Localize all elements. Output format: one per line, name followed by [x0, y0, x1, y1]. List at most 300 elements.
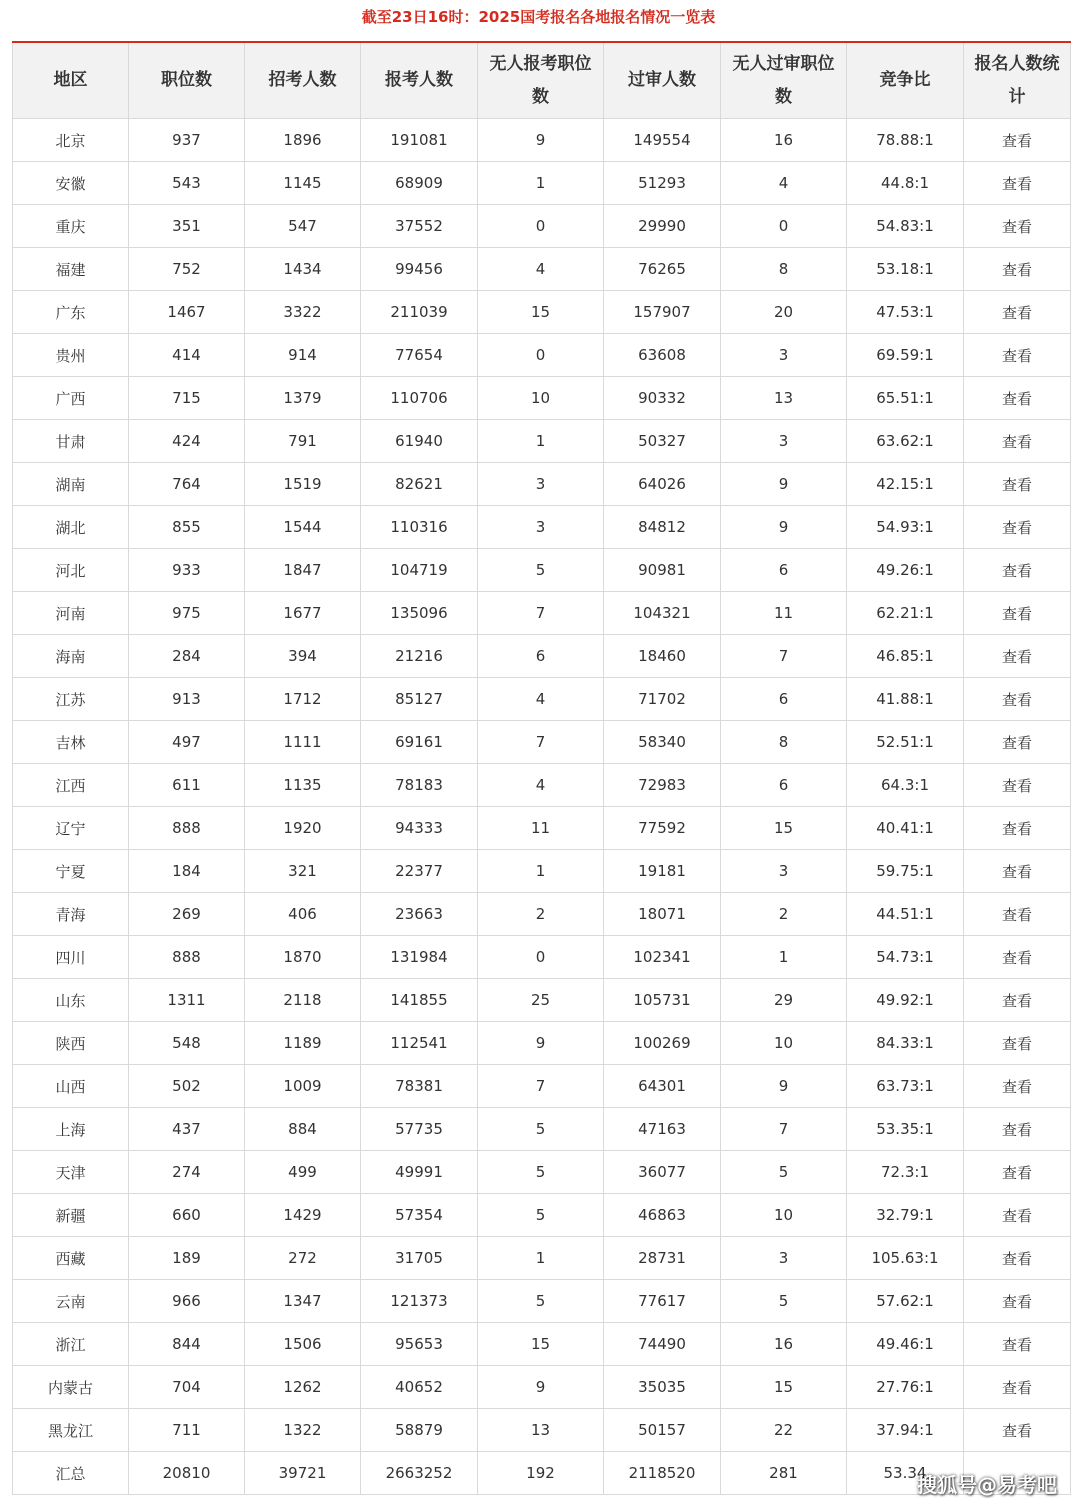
cell-recruits: 1870 — [245, 936, 361, 979]
table-row — [13, 248, 1071, 291]
cell-region: 河南 — [13, 592, 129, 635]
cell-positions: 660 — [129, 1194, 245, 1237]
table-row — [13, 1108, 1071, 1151]
cell-applicants: 21216 — [361, 635, 478, 678]
cell-no-applicant-positions: 1 — [478, 420, 604, 463]
header-recruits: 招考人数 — [245, 42, 361, 119]
table-row — [13, 1323, 1071, 1366]
table-row — [13, 334, 1071, 377]
cell-view-link[interactable]: 查看 — [964, 334, 1071, 377]
cell-positions: 189 — [129, 1237, 245, 1280]
cell-positions: 424 — [129, 420, 245, 463]
cell-view-link[interactable]: 查看 — [964, 850, 1071, 893]
cell-recruits: 914 — [245, 334, 361, 377]
cell-no-approved-positions: 5 — [721, 1151, 847, 1194]
cell-view-link[interactable]: 查看 — [964, 1151, 1071, 1194]
cell-view-link[interactable]: 查看 — [964, 506, 1071, 549]
table-row — [13, 1194, 1071, 1237]
cell-applicants: 78183 — [361, 764, 478, 807]
cell-competition-ratio: 78.88:1 — [847, 119, 964, 162]
cell-approved: 72983 — [604, 764, 721, 807]
cell-applicants: 85127 — [361, 678, 478, 721]
cell-region: 福建 — [13, 248, 129, 291]
cell-recruits: 1347 — [245, 1280, 361, 1323]
cell-applicants: 31705 — [361, 1237, 478, 1280]
cell-no-approved-positions: 5 — [721, 1280, 847, 1323]
table-row — [13, 592, 1071, 635]
cell-approved: 50327 — [604, 420, 721, 463]
cell-recruits: 1506 — [245, 1323, 361, 1366]
cell-view-link[interactable]: 查看 — [964, 807, 1071, 850]
watermark: 搜狐号@易考吧 — [917, 1473, 1057, 1497]
cell-positions: 548 — [129, 1022, 245, 1065]
cell-no-approved-positions: 3 — [721, 1237, 847, 1280]
header-stats: 报名人数统计 — [964, 42, 1071, 119]
cell-competition-ratio: 63.62:1 — [847, 420, 964, 463]
cell-no-applicant-positions: 7 — [478, 1065, 604, 1108]
table-row — [13, 850, 1071, 893]
cell-approved: 64026 — [604, 463, 721, 506]
cell-view-link[interactable]: 查看 — [964, 1022, 1071, 1065]
cell-positions: 711 — [129, 1409, 245, 1452]
cell-positions: 764 — [129, 463, 245, 506]
cell-recruits: 321 — [245, 850, 361, 893]
cell-applicants: 22377 — [361, 850, 478, 893]
cell-recruits: 791 — [245, 420, 361, 463]
cell-view-link[interactable]: 查看 — [964, 119, 1071, 162]
cell-region: 河北 — [13, 549, 129, 592]
table-row — [13, 549, 1071, 592]
cell-competition-ratio: 49.26:1 — [847, 549, 964, 592]
cell-region: 贵州 — [13, 334, 129, 377]
cell-competition-ratio: 57.62:1 — [847, 1280, 964, 1323]
table-row — [13, 205, 1071, 248]
cell-positions: 888 — [129, 807, 245, 850]
cell-no-applicant-positions: 13 — [478, 1409, 604, 1452]
cell-competition-ratio: 64.3:1 — [847, 764, 964, 807]
cell-no-applicant-positions: 1 — [478, 162, 604, 205]
cell-applicants: 57735 — [361, 1108, 478, 1151]
table-row — [13, 1280, 1071, 1323]
cell-no-approved-positions: 9 — [721, 463, 847, 506]
cell-competition-ratio: 44.8:1 — [847, 162, 964, 205]
cell-positions: 611 — [129, 764, 245, 807]
cell-no-approved-positions: 0 — [721, 205, 847, 248]
cell-positions: 1311 — [129, 979, 245, 1022]
table-row — [13, 119, 1071, 162]
cell-competition-ratio: 62.21:1 — [847, 592, 964, 635]
page-title: 截至23日16时：2025国考报名各地报名情况一览表 — [361, 8, 716, 26]
cell-competition-ratio: 54.73:1 — [847, 936, 964, 979]
cell-positions: 414 — [129, 334, 245, 377]
cell-approved: 74490 — [604, 1323, 721, 1366]
cell-no-applicant-positions: 9 — [478, 1366, 604, 1409]
cell-view-link[interactable]: 查看 — [964, 1366, 1071, 1409]
cell-view-link[interactable]: 查看 — [964, 678, 1071, 721]
table-row — [13, 807, 1071, 850]
cell-applicants: 110316 — [361, 506, 478, 549]
cell-view-link[interactable]: 查看 — [964, 162, 1071, 205]
cell-recruits: 1519 — [245, 463, 361, 506]
cell-competition-ratio: 52.51:1 — [847, 721, 964, 764]
cell-no-approved-positions: 20 — [721, 291, 847, 334]
cell-approved: 77617 — [604, 1280, 721, 1323]
cell-view-link[interactable]: 查看 — [964, 549, 1071, 592]
cell-no-applicant-positions: 7 — [478, 721, 604, 764]
cell-positions: 752 — [129, 248, 245, 291]
cell-no-applicant-positions: 1 — [478, 1237, 604, 1280]
cell-applicants: 49991 — [361, 1151, 478, 1194]
cell-no-applicant-positions: 5 — [478, 1280, 604, 1323]
cell-positions: 715 — [129, 377, 245, 420]
cell-no-approved-positions: 6 — [721, 549, 847, 592]
cell-no-approved-positions: 7 — [721, 1108, 847, 1151]
cell-approved: 157907 — [604, 291, 721, 334]
cell-recruits: 1677 — [245, 592, 361, 635]
cell-region: 重庆 — [13, 205, 129, 248]
cell-view-link[interactable]: 查看 — [964, 764, 1071, 807]
cell-region: 西藏 — [13, 1237, 129, 1280]
cell-approved: 77592 — [604, 807, 721, 850]
cell-no-approved-positions: 15 — [721, 807, 847, 850]
cell-no-approved-positions: 3 — [721, 334, 847, 377]
cell-positions: 913 — [129, 678, 245, 721]
cell-approved: 47163 — [604, 1108, 721, 1151]
total-cell-applicants: 2663252 — [361, 1452, 478, 1495]
cell-approved: 63608 — [604, 334, 721, 377]
cell-view-link[interactable]: 查看 — [964, 205, 1071, 248]
cell-no-applicant-positions: 0 — [478, 936, 604, 979]
cell-approved: 100269 — [604, 1022, 721, 1065]
cell-recruits: 272 — [245, 1237, 361, 1280]
cell-applicants: 82621 — [361, 463, 478, 506]
cell-positions: 437 — [129, 1108, 245, 1151]
cell-approved: 18071 — [604, 893, 721, 936]
cell-positions: 1467 — [129, 291, 245, 334]
cell-recruits: 1434 — [245, 248, 361, 291]
cell-applicants: 94333 — [361, 807, 478, 850]
cell-recruits: 3322 — [245, 291, 361, 334]
cell-competition-ratio: 49.92:1 — [847, 979, 964, 1022]
cell-applicants: 110706 — [361, 377, 478, 420]
cell-recruits: 1135 — [245, 764, 361, 807]
cell-positions: 184 — [129, 850, 245, 893]
total-cell-positions: 20810 — [129, 1452, 245, 1495]
cell-competition-ratio: 69.59:1 — [847, 334, 964, 377]
table-row — [13, 506, 1071, 549]
cell-region: 江西 — [13, 764, 129, 807]
cell-no-applicant-positions: 25 — [478, 979, 604, 1022]
cell-view-link[interactable]: 查看 — [964, 893, 1071, 936]
header-region: 地区 — [13, 42, 129, 119]
cell-region: 宁夏 — [13, 850, 129, 893]
total-row — [13, 1452, 1071, 1495]
cell-approved: 35035 — [604, 1366, 721, 1409]
cell-approved: 105731 — [604, 979, 721, 1022]
cell-no-approved-positions: 22 — [721, 1409, 847, 1452]
cell-competition-ratio: 47.53:1 — [847, 291, 964, 334]
cell-no-approved-positions: 29 — [721, 979, 847, 1022]
cell-positions: 855 — [129, 506, 245, 549]
cell-no-applicant-positions: 3 — [478, 506, 604, 549]
cell-recruits: 1009 — [245, 1065, 361, 1108]
cell-view-link[interactable]: 查看 — [964, 248, 1071, 291]
cell-view-link[interactable]: 查看 — [964, 1065, 1071, 1108]
cell-approved: 71702 — [604, 678, 721, 721]
cell-no-applicant-positions: 4 — [478, 764, 604, 807]
cell-applicants: 135096 — [361, 592, 478, 635]
cell-no-applicant-positions: 4 — [478, 678, 604, 721]
cell-competition-ratio: 54.93:1 — [847, 506, 964, 549]
cell-view-link[interactable]: 查看 — [964, 1108, 1071, 1151]
table-row — [13, 936, 1071, 979]
cell-region: 安徽 — [13, 162, 129, 205]
cell-no-approved-positions: 16 — [721, 1323, 847, 1366]
cell-applicants: 68909 — [361, 162, 478, 205]
header-applicants: 报考人数 — [361, 42, 478, 119]
cell-view-link[interactable]: 查看 — [964, 635, 1071, 678]
table-header-row — [13, 42, 1071, 119]
cell-competition-ratio: 105.63:1 — [847, 1237, 964, 1280]
cell-approved: 36077 — [604, 1151, 721, 1194]
cell-view-link[interactable]: 查看 — [964, 721, 1071, 764]
cell-applicants: 191081 — [361, 119, 478, 162]
cell-recruits: 1322 — [245, 1409, 361, 1452]
cell-region: 陕西 — [13, 1022, 129, 1065]
cell-no-approved-positions: 8 — [721, 721, 847, 764]
cell-no-applicant-positions: 9 — [478, 1022, 604, 1065]
cell-approved: 64301 — [604, 1065, 721, 1108]
cell-competition-ratio: 27.76:1 — [847, 1366, 964, 1409]
cell-competition-ratio: 53.35:1 — [847, 1108, 964, 1151]
cell-competition-ratio: 46.85:1 — [847, 635, 964, 678]
header-no-approved-positions: 无人过审职位数 — [721, 42, 847, 119]
cell-competition-ratio: 40.41:1 — [847, 807, 964, 850]
cell-recruits: 884 — [245, 1108, 361, 1151]
cell-no-approved-positions: 16 — [721, 119, 847, 162]
cell-view-link[interactable]: 查看 — [964, 1409, 1071, 1452]
cell-no-applicant-positions: 0 — [478, 205, 604, 248]
cell-applicants: 23663 — [361, 893, 478, 936]
header-positions: 职位数 — [129, 42, 245, 119]
cell-region: 江苏 — [13, 678, 129, 721]
cell-approved: 90981 — [604, 549, 721, 592]
cell-positions: 933 — [129, 549, 245, 592]
cell-approved: 149554 — [604, 119, 721, 162]
cell-view-link[interactable]: 查看 — [964, 291, 1071, 334]
cell-positions: 274 — [129, 1151, 245, 1194]
total-cell-no-applicant-positions: 192 — [478, 1452, 604, 1495]
cell-region: 湖北 — [13, 506, 129, 549]
cell-recruits: 1145 — [245, 162, 361, 205]
cell-positions: 502 — [129, 1065, 245, 1108]
table-row — [13, 291, 1071, 334]
cell-no-approved-positions: 3 — [721, 420, 847, 463]
cell-positions: 966 — [129, 1280, 245, 1323]
cell-recruits: 499 — [245, 1151, 361, 1194]
cell-approved: 46863 — [604, 1194, 721, 1237]
cell-no-applicant-positions: 5 — [478, 1108, 604, 1151]
cell-no-applicant-positions: 5 — [478, 1151, 604, 1194]
cell-view-link[interactable]: 查看 — [964, 592, 1071, 635]
cell-region: 山西 — [13, 1065, 129, 1108]
table-row — [13, 764, 1071, 807]
table-row — [13, 1409, 1071, 1452]
cell-recruits: 1544 — [245, 506, 361, 549]
cell-recruits: 1379 — [245, 377, 361, 420]
total-cell-no-approved-positions: 281 — [721, 1452, 847, 1495]
header-no-applicant-positions: 无人报考职位数 — [478, 42, 604, 119]
table-row — [13, 893, 1071, 936]
cell-no-applicant-positions: 3 — [478, 463, 604, 506]
cell-view-link[interactable]: 查看 — [964, 1194, 1071, 1237]
cell-positions: 351 — [129, 205, 245, 248]
cell-region: 云南 — [13, 1280, 129, 1323]
cell-view-link[interactable]: 查看 — [964, 1237, 1071, 1280]
cell-region: 海南 — [13, 635, 129, 678]
total-cell-competition-ratio: 53.34 — [847, 1452, 964, 1495]
cell-no-approved-positions: 11 — [721, 592, 847, 635]
cell-no-applicant-positions: 5 — [478, 549, 604, 592]
cell-positions: 497 — [129, 721, 245, 764]
cell-region: 天津 — [13, 1151, 129, 1194]
cell-no-applicant-positions: 10 — [478, 377, 604, 420]
cell-applicants: 37552 — [361, 205, 478, 248]
cell-region: 吉林 — [13, 721, 129, 764]
table-row — [13, 1065, 1071, 1108]
cell-competition-ratio: 59.75:1 — [847, 850, 964, 893]
cell-approved: 58340 — [604, 721, 721, 764]
cell-approved: 29990 — [604, 205, 721, 248]
cell-view-link[interactable]: 查看 — [964, 1280, 1071, 1323]
cell-no-approved-positions: 9 — [721, 506, 847, 549]
cell-competition-ratio: 54.83:1 — [847, 205, 964, 248]
cell-competition-ratio: 84.33:1 — [847, 1022, 964, 1065]
cell-recruits: 1920 — [245, 807, 361, 850]
cell-competition-ratio: 72.3:1 — [847, 1151, 964, 1194]
cell-no-approved-positions: 4 — [721, 162, 847, 205]
cell-no-approved-positions: 9 — [721, 1065, 847, 1108]
table-row — [13, 1237, 1071, 1280]
cell-applicants: 69161 — [361, 721, 478, 764]
table-row — [13, 1151, 1071, 1194]
cell-region: 四川 — [13, 936, 129, 979]
cell-recruits: 394 — [245, 635, 361, 678]
cell-competition-ratio: 32.79:1 — [847, 1194, 964, 1237]
cell-competition-ratio: 42.15:1 — [847, 463, 964, 506]
total-cell-region: 汇总 — [13, 1452, 129, 1495]
cell-competition-ratio: 41.88:1 — [847, 678, 964, 721]
cell-positions: 937 — [129, 119, 245, 162]
cell-competition-ratio: 44.51:1 — [847, 893, 964, 936]
cell-applicants: 57354 — [361, 1194, 478, 1237]
cell-region: 浙江 — [13, 1323, 129, 1366]
cell-recruits: 1189 — [245, 1022, 361, 1065]
table-row — [13, 1366, 1071, 1409]
table-row — [13, 1022, 1071, 1065]
cell-applicants: 61940 — [361, 420, 478, 463]
cell-approved: 104321 — [604, 592, 721, 635]
cell-view-link[interactable]: 查看 — [964, 1323, 1071, 1366]
cell-approved: 84812 — [604, 506, 721, 549]
cell-region: 新疆 — [13, 1194, 129, 1237]
cell-no-approved-positions: 6 — [721, 678, 847, 721]
cell-view-link[interactable]: 查看 — [964, 420, 1071, 463]
cell-no-applicant-positions: 5 — [478, 1194, 604, 1237]
cell-no-applicant-positions: 9 — [478, 119, 604, 162]
cell-positions: 269 — [129, 893, 245, 936]
cell-no-applicant-positions: 4 — [478, 248, 604, 291]
cell-no-approved-positions: 6 — [721, 764, 847, 807]
cell-positions: 844 — [129, 1323, 245, 1366]
table-row — [13, 635, 1071, 678]
cell-approved: 102341 — [604, 936, 721, 979]
cell-recruits: 2118 — [245, 979, 361, 1022]
cell-region: 广东 — [13, 291, 129, 334]
cell-applicants: 112541 — [361, 1022, 478, 1065]
cell-recruits: 1847 — [245, 549, 361, 592]
cell-no-approved-positions: 3 — [721, 850, 847, 893]
cell-positions: 975 — [129, 592, 245, 635]
cell-competition-ratio: 37.94:1 — [847, 1409, 964, 1452]
total-cell-recruits: 39721 — [245, 1452, 361, 1495]
cell-no-applicant-positions: 2 — [478, 893, 604, 936]
cell-recruits: 406 — [245, 893, 361, 936]
table-row — [13, 979, 1071, 1022]
cell-applicants: 58879 — [361, 1409, 478, 1452]
table-row — [13, 420, 1071, 463]
cell-no-approved-positions: 15 — [721, 1366, 847, 1409]
cell-approved: 76265 — [604, 248, 721, 291]
cell-no-applicant-positions: 1 — [478, 850, 604, 893]
cell-no-approved-positions: 8 — [721, 248, 847, 291]
cell-region: 广西 — [13, 377, 129, 420]
cell-applicants: 99456 — [361, 248, 478, 291]
table-row — [13, 162, 1071, 205]
cell-positions: 284 — [129, 635, 245, 678]
cell-no-applicant-positions: 15 — [478, 291, 604, 334]
cell-view-link[interactable]: 查看 — [964, 377, 1071, 420]
cell-view-link[interactable]: 查看 — [964, 463, 1071, 506]
cell-view-link[interactable]: 查看 — [964, 936, 1071, 979]
cell-region: 北京 — [13, 119, 129, 162]
cell-recruits: 547 — [245, 205, 361, 248]
cell-applicants: 95653 — [361, 1323, 478, 1366]
cell-applicants: 211039 — [361, 291, 478, 334]
cell-applicants: 121373 — [361, 1280, 478, 1323]
cell-applicants: 141855 — [361, 979, 478, 1022]
cell-view-link[interactable]: 查看 — [964, 979, 1071, 1022]
cell-region: 内蒙古 — [13, 1366, 129, 1409]
cell-applicants: 131984 — [361, 936, 478, 979]
cell-region: 上海 — [13, 1108, 129, 1151]
cell-no-applicant-positions: 15 — [478, 1323, 604, 1366]
cell-no-approved-positions: 13 — [721, 377, 847, 420]
cell-recruits: 1429 — [245, 1194, 361, 1237]
cell-approved: 50157 — [604, 1409, 721, 1452]
cell-recruits: 1712 — [245, 678, 361, 721]
table-body — [13, 119, 1071, 1495]
cell-region: 山东 — [13, 979, 129, 1022]
table-row — [13, 721, 1071, 764]
cell-region: 甘肃 — [13, 420, 129, 463]
cell-applicants: 40652 — [361, 1366, 478, 1409]
cell-no-applicant-positions: 11 — [478, 807, 604, 850]
cell-recruits: 1111 — [245, 721, 361, 764]
cell-positions: 704 — [129, 1366, 245, 1409]
total-cell-approved: 2118520 — [604, 1452, 721, 1495]
header-approved: 过审人数 — [604, 42, 721, 119]
